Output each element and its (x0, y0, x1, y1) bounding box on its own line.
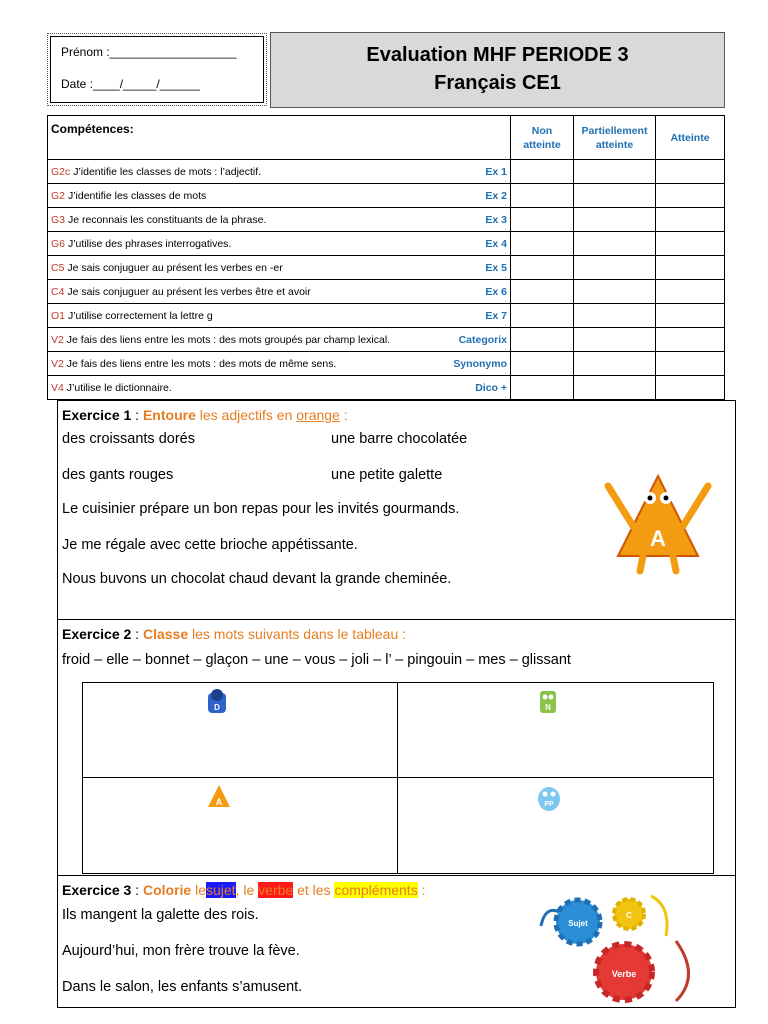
exercise-1 (57, 400, 736, 620)
student-info-box (47, 33, 267, 106)
exercise-2 (57, 619, 736, 876)
page-title: Evaluation MHF PERIODE 3 (366, 44, 629, 66)
competence-label: G2 J’identifie les classes de mots Ex 2 (48, 184, 511, 208)
grid-cell-adjectif[interactable] (83, 778, 398, 873)
classification-grid (82, 682, 714, 874)
verbe-highlight: verbe (258, 882, 294, 898)
icon-letter: D (214, 703, 220, 712)
competence-label: C5 Je sais conjuguer au présent les verbes en -er Ex 5 (48, 256, 511, 280)
grid-cell-nom[interactable] (398, 683, 713, 778)
competence-label: G2c J’identifie les classes de mots : l’adjectif. Ex 1 (48, 160, 511, 184)
title-box (270, 32, 725, 108)
competence-label: V4 J’utilise le dictionnaire. Dico + (48, 376, 511, 400)
competence-row (48, 256, 725, 280)
ex1-sentence: Nous buvons un chocolat chaud devant la grande cheminée. (62, 571, 452, 587)
ex3-sentence: Dans le salon, les enfants s’amusent. (62, 979, 303, 995)
ex1-phrase: une petite galette (331, 467, 443, 483)
competence-row (48, 160, 725, 184)
grid-cell-determinant[interactable] (83, 683, 398, 778)
competence-row (48, 328, 725, 352)
check-non-atteinte[interactable] (511, 184, 574, 208)
check-non-atteinte[interactable] (511, 232, 574, 256)
ex1-phrase: des croissants dorés (62, 431, 195, 447)
check-non-atteinte[interactable] (511, 304, 574, 328)
competence-row (48, 280, 725, 304)
ex1-phrase: des gants rouges (62, 467, 174, 483)
competence-row (48, 304, 725, 328)
nom-monster-icon (534, 687, 562, 715)
check-partiellement[interactable] (574, 352, 656, 376)
check-partiellement[interactable] (574, 184, 656, 208)
ex2-word-list: froid – elle – bonnet – glaçon – une – vous – joli – l’ – pingouin – mes – glissant (62, 652, 571, 668)
ex1-sentence: Le cuisinier prépare un bon repas pour les invités gourmands. (62, 501, 460, 517)
determinant-monster-icon (203, 687, 231, 715)
pronom-monster-icon (534, 782, 564, 812)
check-atteinte[interactable] (656, 280, 725, 304)
check-non-atteinte[interactable] (511, 280, 574, 304)
ex2-instruction: Exercice 2 : Classe les mots suivants dans le tableau : (62, 626, 407, 642)
competence-label: G6 J’utilise des phrases interrogatives. Ex 4 (48, 232, 511, 256)
check-atteinte[interactable] (656, 208, 725, 232)
competence-row (48, 208, 725, 232)
check-partiellement[interactable] (574, 256, 656, 280)
col-atteinte: Atteinte (656, 116, 725, 160)
complements-highlight: compléments (334, 882, 418, 898)
competence-row (48, 232, 725, 256)
check-non-atteinte[interactable] (511, 160, 574, 184)
check-non-atteinte[interactable] (511, 208, 574, 232)
check-non-atteinte[interactable] (511, 328, 574, 352)
page-subtitle: Français CE1 (434, 72, 561, 94)
check-partiellement[interactable] (574, 232, 656, 256)
competences-header: Compétences: (48, 116, 511, 160)
check-non-atteinte[interactable] (511, 352, 574, 376)
check-non-atteinte[interactable] (511, 376, 574, 400)
mascot-letter: A (650, 526, 666, 551)
competence-row (48, 184, 725, 208)
prenom-field[interactable]: Prénom :___________________ (61, 45, 237, 59)
ex3-sentence: Ils mangent la galette des rois. (62, 907, 259, 923)
competence-label: V2 Je fais des liens entre les mots : des mots de même sens. Synonymo (48, 352, 511, 376)
icon-letter: N (545, 703, 551, 712)
icon-letter: A (215, 797, 223, 807)
icon-letter: PP (544, 801, 554, 808)
check-partiellement[interactable] (574, 208, 656, 232)
gear-label: Sujet (568, 919, 588, 928)
exercise-3 (57, 875, 736, 1008)
check-partiellement[interactable] (574, 280, 656, 304)
ex3-sentence: Aujourd’hui, mon frère trouve la fève. (62, 943, 300, 959)
competence-row (48, 352, 725, 376)
ex1-instruction: Exercice 1 : Entoure les adjectifs en orange : (62, 407, 348, 423)
check-atteinte[interactable] (656, 184, 725, 208)
competence-label: O1 J’utilise correctement la lettre g Ex 7 (48, 304, 511, 328)
check-non-atteinte[interactable] (511, 256, 574, 280)
gear-label: Verbe (611, 969, 637, 979)
adjective-small-icon (205, 782, 233, 810)
competence-label: V2 Je fais des liens entre les mots : des mots groupés par champ lexical. Categorix (48, 328, 511, 352)
ex1-phrase: une barre chocolatée (331, 431, 468, 447)
gear-label: C (626, 911, 632, 920)
col-non-atteinte: Non atteinte (511, 116, 574, 160)
check-atteinte[interactable] (656, 352, 725, 376)
col-partiellement: Partiellement atteinte (574, 116, 656, 160)
ex1-sentence: Je me régale avec cette brioche appétissante. (62, 537, 358, 553)
check-atteinte[interactable] (656, 232, 725, 256)
check-partiellement[interactable] (574, 376, 656, 400)
competences-table (47, 115, 725, 400)
check-partiellement[interactable] (574, 328, 656, 352)
check-atteinte[interactable] (656, 328, 725, 352)
date-field[interactable]: Date :____/_____/______ (61, 77, 200, 91)
check-atteinte[interactable] (656, 160, 725, 184)
check-partiellement[interactable] (574, 160, 656, 184)
ex3-instruction: Exercice 3 : Colorie lesujet, le verbe et les compléments : (62, 882, 426, 898)
grid-cell-pronom[interactable] (398, 778, 713, 873)
competence-label: C4 Je sais conjuguer au présent les verbes être et avoir Ex 6 (48, 280, 511, 304)
sujet-highlight: sujet (206, 882, 236, 898)
check-atteinte[interactable] (656, 376, 725, 400)
check-atteinte[interactable] (656, 256, 725, 280)
competence-label: G3 Je reconnais les constituants de la phrase. Ex 3 (48, 208, 511, 232)
adjective-monster-icon (598, 456, 718, 576)
sentence-gears-icon (536, 886, 696, 1006)
check-partiellement[interactable] (574, 304, 656, 328)
competence-row (48, 376, 725, 400)
check-atteinte[interactable] (656, 304, 725, 328)
